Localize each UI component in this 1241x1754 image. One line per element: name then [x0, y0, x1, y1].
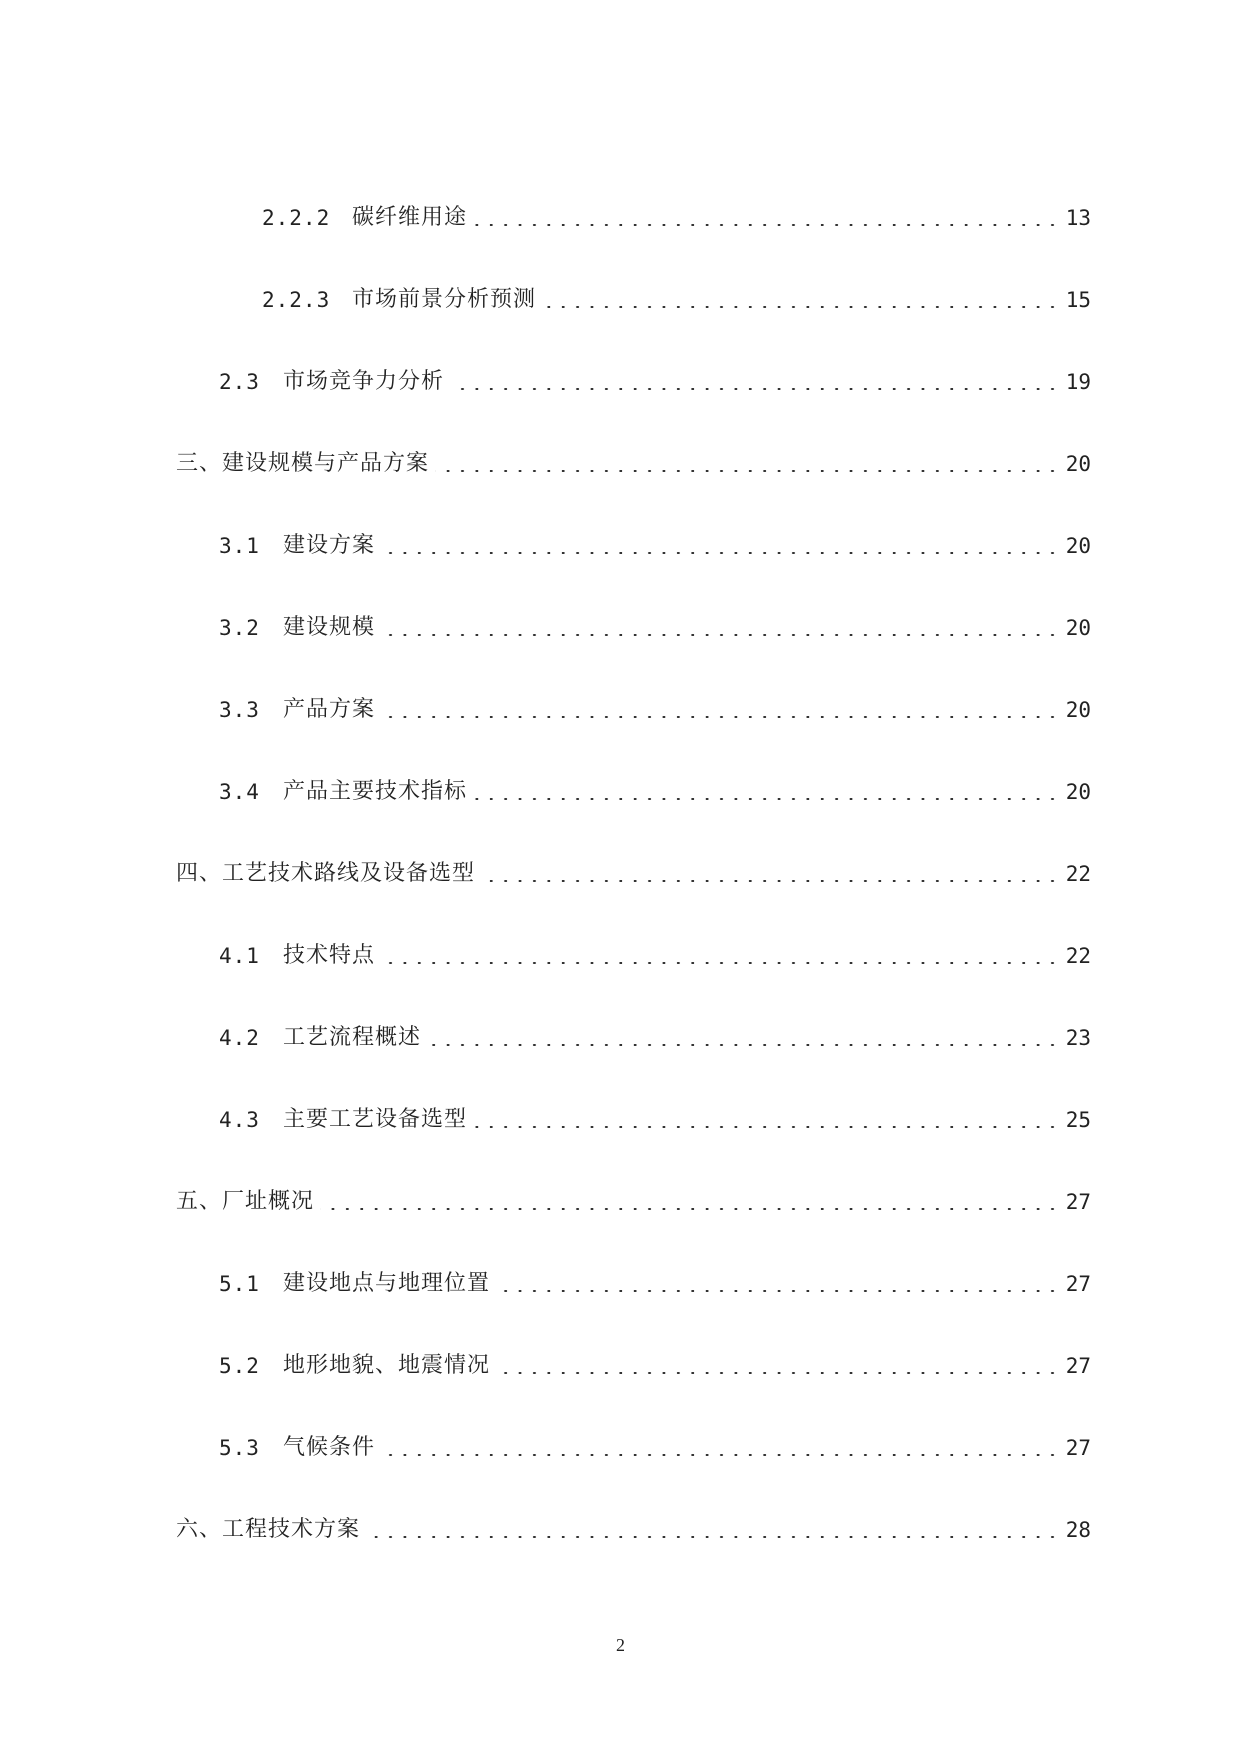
toc-entry-chapter-3[interactable] [176, 444, 1091, 484]
toc-entry-page: 27 [1065, 1272, 1091, 1296]
toc-entry-number: 5.1 [219, 1272, 260, 1296]
toc-dot-leader [381, 634, 1060, 636]
toc-entry-3-3[interactable] [219, 690, 1091, 730]
toc-dot-leader [435, 470, 1060, 472]
toc-dot-leader [366, 1536, 1060, 1538]
toc-entry-number: 4.1 [219, 944, 260, 968]
toc-entry-title: 建设地点与地理位置 [283, 1271, 491, 1296]
toc-entry-page: 15 [1065, 288, 1091, 312]
toc-entry-title: 建设方案 [283, 533, 376, 558]
toc-entry-4-3[interactable] [219, 1100, 1091, 1140]
toc-entry-5-1[interactable] [219, 1264, 1091, 1304]
toc-entry-title: 建设规模 [283, 615, 376, 640]
toc-entry-page: 25 [1065, 1108, 1091, 1132]
toc-dot-leader [481, 880, 1060, 882]
toc-entry-title: 主要工艺设备选型 [283, 1107, 468, 1132]
toc-entry-number: 2.2.3 [262, 288, 331, 312]
toc-entry-2-2-2[interactable] [262, 198, 1091, 238]
toc-dot-leader [427, 1044, 1060, 1046]
toc-dot-leader [381, 552, 1060, 554]
toc-entry-page: 23 [1065, 1026, 1091, 1050]
toc-dot-leader [473, 224, 1060, 226]
toc-entry-page: 13 [1065, 206, 1091, 230]
toc-dot-leader [381, 716, 1060, 718]
toc-entry-page: 27 [1065, 1436, 1091, 1460]
toc-dot-leader [496, 1290, 1060, 1292]
toc-entry-number: 4.2 [219, 1026, 260, 1050]
toc-entry-page: 19 [1065, 370, 1091, 394]
toc-dot-leader [473, 1126, 1060, 1128]
toc-entry-page: 20 [1065, 616, 1091, 640]
toc-entry-title: 六、工程技术方案 [176, 1517, 361, 1542]
toc-dot-leader [542, 306, 1060, 308]
toc-entry-3-1[interactable] [219, 526, 1091, 566]
toc-entry-page: 28 [1065, 1518, 1091, 1542]
toc-entry-title: 三、建设规模与产品方案 [176, 451, 430, 476]
toc-entry-chapter-4[interactable] [176, 854, 1091, 894]
toc-entry-number: 2.3 [219, 370, 260, 394]
toc-entry-number: 3.1 [219, 534, 260, 558]
toc-entry-4-1[interactable] [219, 936, 1091, 976]
toc-dot-leader [496, 1372, 1060, 1374]
toc-entry-title: 产品主要技术指标 [283, 779, 468, 804]
toc-dot-leader [450, 388, 1060, 390]
toc-entry-page: 27 [1065, 1190, 1091, 1214]
toc-entry-page: 22 [1065, 944, 1091, 968]
toc-entry-title: 气候条件 [283, 1435, 376, 1460]
toc-entry-title: 工艺流程概述 [283, 1025, 422, 1050]
toc-dot-leader [381, 962, 1060, 964]
toc-entry-4-2[interactable] [219, 1018, 1091, 1058]
toc-entry-chapter-6[interactable] [176, 1510, 1091, 1550]
toc-entry-title: 市场竞争力分析 [283, 369, 445, 394]
toc-entry-number: 4.3 [219, 1108, 260, 1132]
toc-entry-2-3[interactable] [219, 362, 1091, 402]
toc-entry-page: 22 [1065, 862, 1091, 886]
toc-entry-title: 地形地貌、地震情况 [283, 1353, 491, 1378]
toc-dot-leader [320, 1208, 1060, 1210]
toc-entry-5-2[interactable] [219, 1346, 1091, 1386]
toc-entry-page: 20 [1065, 780, 1091, 804]
toc-entry-page: 27 [1065, 1354, 1091, 1378]
toc-entry-number: 2.2.2 [262, 206, 331, 230]
toc-entry-number: 3.2 [219, 616, 260, 640]
toc-entry-5-3[interactable] [219, 1428, 1091, 1468]
toc-entry-2-2-3[interactable] [262, 280, 1091, 320]
toc-entry-number: 3.3 [219, 698, 260, 722]
toc-entry-page: 20 [1065, 698, 1091, 722]
toc-entry-title: 四、工艺技术路线及设备选型 [176, 861, 476, 886]
toc-entry-3-2[interactable] [219, 608, 1091, 648]
page-number: 2 [616, 1635, 625, 1655]
toc-entry-number: 5.3 [219, 1436, 260, 1460]
toc-dot-leader [381, 1454, 1060, 1456]
toc-entry-chapter-5[interactable] [176, 1182, 1091, 1222]
toc-entry-number: 5.2 [219, 1354, 260, 1378]
toc-entry-title: 市场前景分析预测 [352, 287, 537, 312]
toc-entry-page: 20 [1065, 452, 1091, 476]
toc-entry-page: 20 [1065, 534, 1091, 558]
toc-entry-title: 五、厂址概况 [176, 1189, 315, 1214]
toc-entry-3-4[interactable] [219, 772, 1091, 812]
toc-entry-title: 碳纤维用途 [352, 205, 468, 230]
toc-entry-number: 3.4 [219, 780, 260, 804]
toc-dot-leader [473, 798, 1060, 800]
toc-entry-title: 技术特点 [283, 943, 376, 968]
toc-entry-title: 产品方案 [283, 697, 376, 722]
